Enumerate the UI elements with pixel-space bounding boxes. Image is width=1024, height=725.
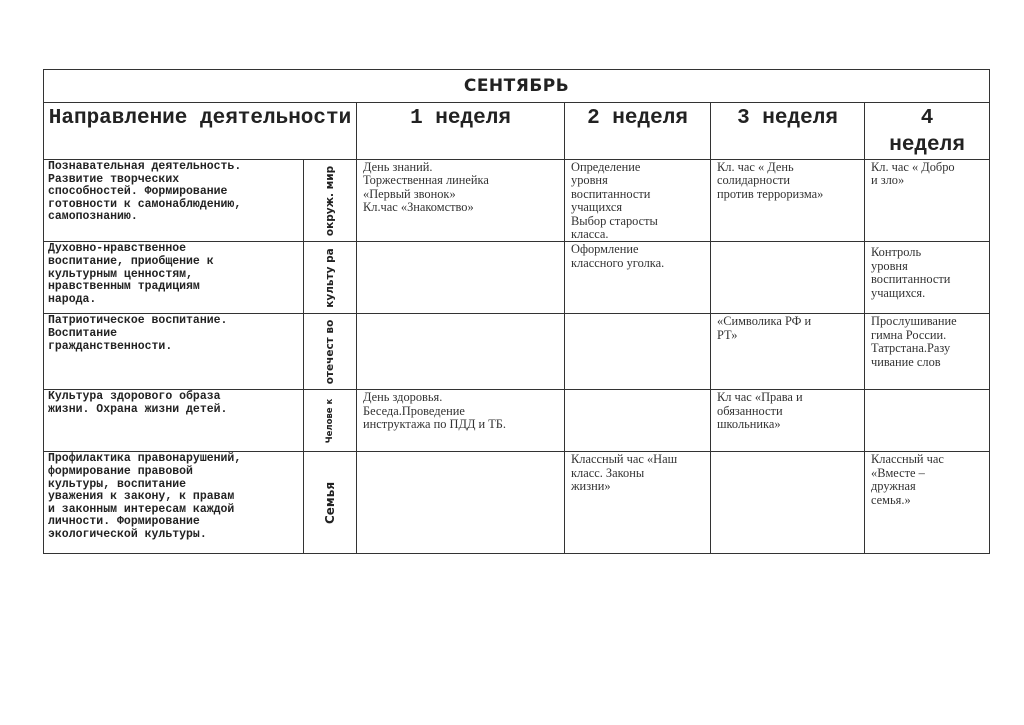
- area-label: Челове к: [325, 398, 335, 444]
- table-row: [44, 160, 990, 242]
- week4-cell: Кл. час « Добро и зло»: [865, 160, 990, 242]
- week4-cell: Классный час «Вместе – дружная семья.»: [865, 452, 990, 554]
- table-row: [44, 390, 990, 452]
- table-row: [44, 242, 990, 314]
- week2-cell: [565, 390, 711, 452]
- header-direction: Направление деятельности: [44, 103, 357, 160]
- area-label: Семья: [323, 481, 337, 524]
- week1-cell: [357, 314, 565, 390]
- area-cell: [304, 452, 357, 554]
- header-week-1: 1 неделя: [357, 103, 565, 160]
- week3-cell: Кл час «Права и обязанности школьника»: [711, 390, 865, 452]
- header-week-3: 3 неделя: [711, 103, 865, 160]
- week2-cell: [565, 314, 711, 390]
- week3-cell: «Символика РФ и РТ»: [711, 314, 865, 390]
- week4-cell: Контроль уровня воспитанности учащихся.: [865, 242, 990, 314]
- week4-cell: [865, 390, 990, 452]
- week3-cell: [711, 242, 865, 314]
- september-plan-table: [43, 69, 990, 554]
- week2-cell: Определение уровня воспитанности учащихся Выбор старосты класса.: [565, 160, 711, 242]
- direction-cell: Духовно-нравственное воспитание, приобщение к культурным ценностям, нравственным традициям народа.: [44, 242, 304, 314]
- area-cell: [304, 160, 357, 242]
- week1-cell: День знаний. Торжественная линейка «Первый звонок» Кл.час «Знакомство»: [357, 160, 565, 242]
- header-week-2: 2 неделя: [565, 103, 711, 160]
- week1-cell: [357, 452, 565, 554]
- week2-cell: Классный час «Наш класс. Законы жизни»: [565, 452, 711, 554]
- area-cell: [304, 390, 357, 452]
- direction-cell: Патриотическое воспитание. Воспитание гражданственности.: [44, 314, 304, 390]
- direction-cell: Профилактика правонарушений, формирование правовой культуры, воспитание уважения к закону, к правам и законным интересам каждой личности. Формирование экологической культуры.: [44, 452, 304, 554]
- week2-cell: Оформление классного уголка.: [565, 242, 711, 314]
- month-title: СЕНТЯБРЬ: [44, 70, 990, 103]
- area-label: окруж. мир: [324, 165, 336, 236]
- table-row: [44, 314, 990, 390]
- direction-cell: Культура здорового образа жизни. Охрана жизни детей.: [44, 390, 304, 452]
- header-row: [44, 103, 990, 160]
- week3-cell: [711, 452, 865, 554]
- week4-cell: Прослушивание гимна России. Татрстана.Разу чивание слов: [865, 314, 990, 390]
- week1-cell: День здоровья. Беседа.Проведение инструктажа по ПДД и ТБ.: [357, 390, 565, 452]
- area-cell: [304, 242, 357, 314]
- direction-cell: Познавательная деятельность. Развитие творческих способностей. Формирование готовности к самонаблюдению, самопознанию.: [44, 160, 304, 242]
- month-row: [44, 70, 990, 103]
- area-label: культу ра: [324, 248, 336, 308]
- area-cell: [304, 314, 357, 390]
- table-row: [44, 452, 990, 554]
- area-label: отечест во: [324, 319, 336, 385]
- header-week-4: 4 неделя: [865, 103, 990, 160]
- week1-cell: [357, 242, 565, 314]
- week3-cell: Кл. час « День солидарности против терроризма»: [711, 160, 865, 242]
